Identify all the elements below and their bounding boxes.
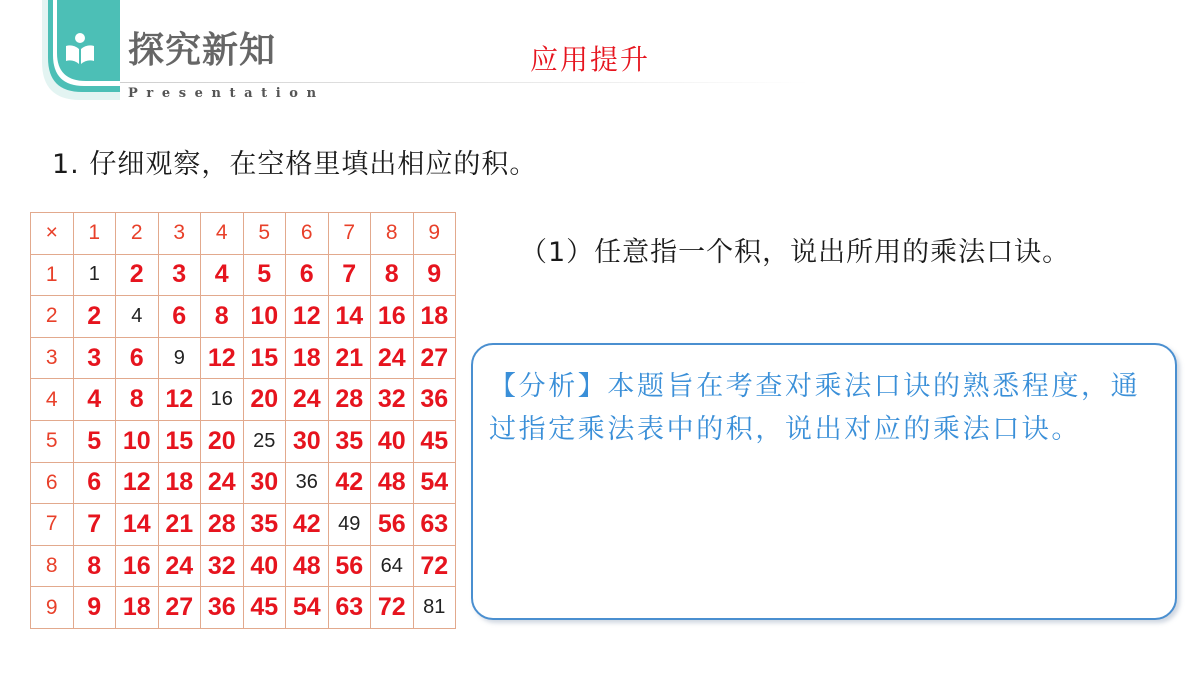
table-cell: 48 xyxy=(371,462,414,504)
table-cell: 40 xyxy=(371,420,414,462)
table-cell: 49 xyxy=(328,504,371,546)
table-cell: 16 xyxy=(371,296,414,338)
table-cell: 3 xyxy=(158,254,201,296)
table-cell: 7 xyxy=(73,504,116,546)
table-row xyxy=(31,213,456,255)
table-row xyxy=(31,420,456,462)
table-cell: 16 xyxy=(201,379,244,421)
table-cell: 7 xyxy=(328,213,371,255)
table-cell: 18 xyxy=(413,296,456,338)
table-cell: 30 xyxy=(286,420,329,462)
table-row xyxy=(31,545,456,587)
table-cell: 9 xyxy=(73,587,116,629)
table-cell: × xyxy=(31,213,74,255)
table-row xyxy=(31,504,456,546)
table-cell: 6 xyxy=(286,213,329,255)
table-cell: 28 xyxy=(328,379,371,421)
table-cell: 7 xyxy=(328,254,371,296)
section-title: 探究新知 xyxy=(128,30,277,71)
table-cell: 27 xyxy=(413,337,456,379)
table-cell: 36 xyxy=(201,587,244,629)
table-cell: 6 xyxy=(73,462,116,504)
question-text: 1. 仔细观察，在空格里填出相应的积。 xyxy=(52,149,538,180)
table-cell: 12 xyxy=(158,379,201,421)
table-cell: 8 xyxy=(371,254,414,296)
table-cell: 24 xyxy=(158,545,201,587)
table-cell: 28 xyxy=(201,504,244,546)
table-cell: 81 xyxy=(413,587,456,629)
table-cell: 4 xyxy=(73,379,116,421)
table-cell: 8 xyxy=(201,296,244,338)
table-cell: 4 xyxy=(31,379,74,421)
table-cell: 14 xyxy=(116,504,159,546)
table-cell: 3 xyxy=(158,213,201,255)
table-cell: 9 xyxy=(413,213,456,255)
table-cell: 1 xyxy=(73,254,116,296)
sub-question-text: （1）任意指一个积，说出所用的乘法口诀。 xyxy=(520,237,1071,268)
table-cell: 36 xyxy=(413,379,456,421)
table-cell: 42 xyxy=(328,462,371,504)
table-cell: 21 xyxy=(158,504,201,546)
table-cell: 15 xyxy=(158,420,201,462)
table-cell: 20 xyxy=(243,379,286,421)
table-row xyxy=(31,379,456,421)
table-cell: 10 xyxy=(116,420,159,462)
topic-label: 应用提升 xyxy=(530,43,651,76)
table-cell: 54 xyxy=(286,587,329,629)
table-row xyxy=(31,337,456,379)
table-cell: 16 xyxy=(116,545,159,587)
table-cell: 8 xyxy=(116,379,159,421)
section-subtitle: Presentation xyxy=(128,86,325,101)
table-cell: 8 xyxy=(371,213,414,255)
table-cell: 6 xyxy=(116,337,159,379)
table-row xyxy=(31,587,456,629)
table-cell: 45 xyxy=(413,420,456,462)
table-cell: 30 xyxy=(243,462,286,504)
table-cell: 35 xyxy=(328,420,371,462)
table-cell: 2 xyxy=(116,254,159,296)
analysis-text: 【分析】本题旨在考查对乘法口诀的熟悉程度，通过指定乘法表中的积，说出对应的乘法口诀。 xyxy=(489,371,1141,445)
table-cell: 42 xyxy=(286,504,329,546)
table-cell: 24 xyxy=(286,379,329,421)
table-cell: 63 xyxy=(328,587,371,629)
table-cell: 56 xyxy=(371,504,414,546)
header-divider xyxy=(120,82,810,83)
table-cell: 63 xyxy=(413,504,456,546)
table-cell: 12 xyxy=(286,296,329,338)
table-cell: 7 xyxy=(31,504,74,546)
table-cell: 72 xyxy=(413,545,456,587)
table-cell: 12 xyxy=(116,462,159,504)
table-cell: 6 xyxy=(31,462,74,504)
table-cell: 1 xyxy=(73,213,116,255)
table-cell: 15 xyxy=(243,337,286,379)
table-cell: 5 xyxy=(243,254,286,296)
table-cell: 32 xyxy=(371,379,414,421)
table-cell: 18 xyxy=(158,462,201,504)
table-cell: 64 xyxy=(371,545,414,587)
table-cell: 2 xyxy=(116,213,159,255)
table-cell: 25 xyxy=(243,420,286,462)
table-cell: 9 xyxy=(158,337,201,379)
table-cell: 14 xyxy=(328,296,371,338)
table-cell: 27 xyxy=(158,587,201,629)
table-cell: 18 xyxy=(116,587,159,629)
table-cell: 6 xyxy=(286,254,329,296)
table-cell: 24 xyxy=(371,337,414,379)
table-cell: 8 xyxy=(31,545,74,587)
table-cell: 5 xyxy=(73,420,116,462)
table-cell: 40 xyxy=(243,545,286,587)
header-badge xyxy=(42,0,120,100)
table-cell: 8 xyxy=(73,545,116,587)
table-row xyxy=(31,462,456,504)
table-cell: 3 xyxy=(73,337,116,379)
table-cell: 4 xyxy=(201,254,244,296)
table-cell: 35 xyxy=(243,504,286,546)
table-cell: 2 xyxy=(73,296,116,338)
table-cell: 24 xyxy=(201,462,244,504)
table-cell: 6 xyxy=(158,296,201,338)
table-cell: 10 xyxy=(243,296,286,338)
table-cell: 48 xyxy=(286,545,329,587)
table-cell: 3 xyxy=(31,337,74,379)
table-cell: 45 xyxy=(243,587,286,629)
table-cell: 12 xyxy=(201,337,244,379)
table-cell: 5 xyxy=(31,420,74,462)
table-cell: 4 xyxy=(116,296,159,338)
table-cell: 18 xyxy=(286,337,329,379)
table-cell: 56 xyxy=(328,545,371,587)
table-cell: 9 xyxy=(413,254,456,296)
table-cell: 21 xyxy=(328,337,371,379)
analysis-box xyxy=(471,343,1177,620)
multiplication-table xyxy=(30,212,456,629)
table-cell: 1 xyxy=(31,254,74,296)
table-cell: 36 xyxy=(286,462,329,504)
table-cell: 54 xyxy=(413,462,456,504)
table-row xyxy=(31,296,456,338)
table-cell: 4 xyxy=(201,213,244,255)
table-cell: 9 xyxy=(31,587,74,629)
table-cell: 2 xyxy=(31,296,74,338)
table-cell: 32 xyxy=(201,545,244,587)
table-cell: 72 xyxy=(371,587,414,629)
table-cell: 5 xyxy=(243,213,286,255)
table-cell: 20 xyxy=(201,420,244,462)
table-row xyxy=(31,254,456,296)
